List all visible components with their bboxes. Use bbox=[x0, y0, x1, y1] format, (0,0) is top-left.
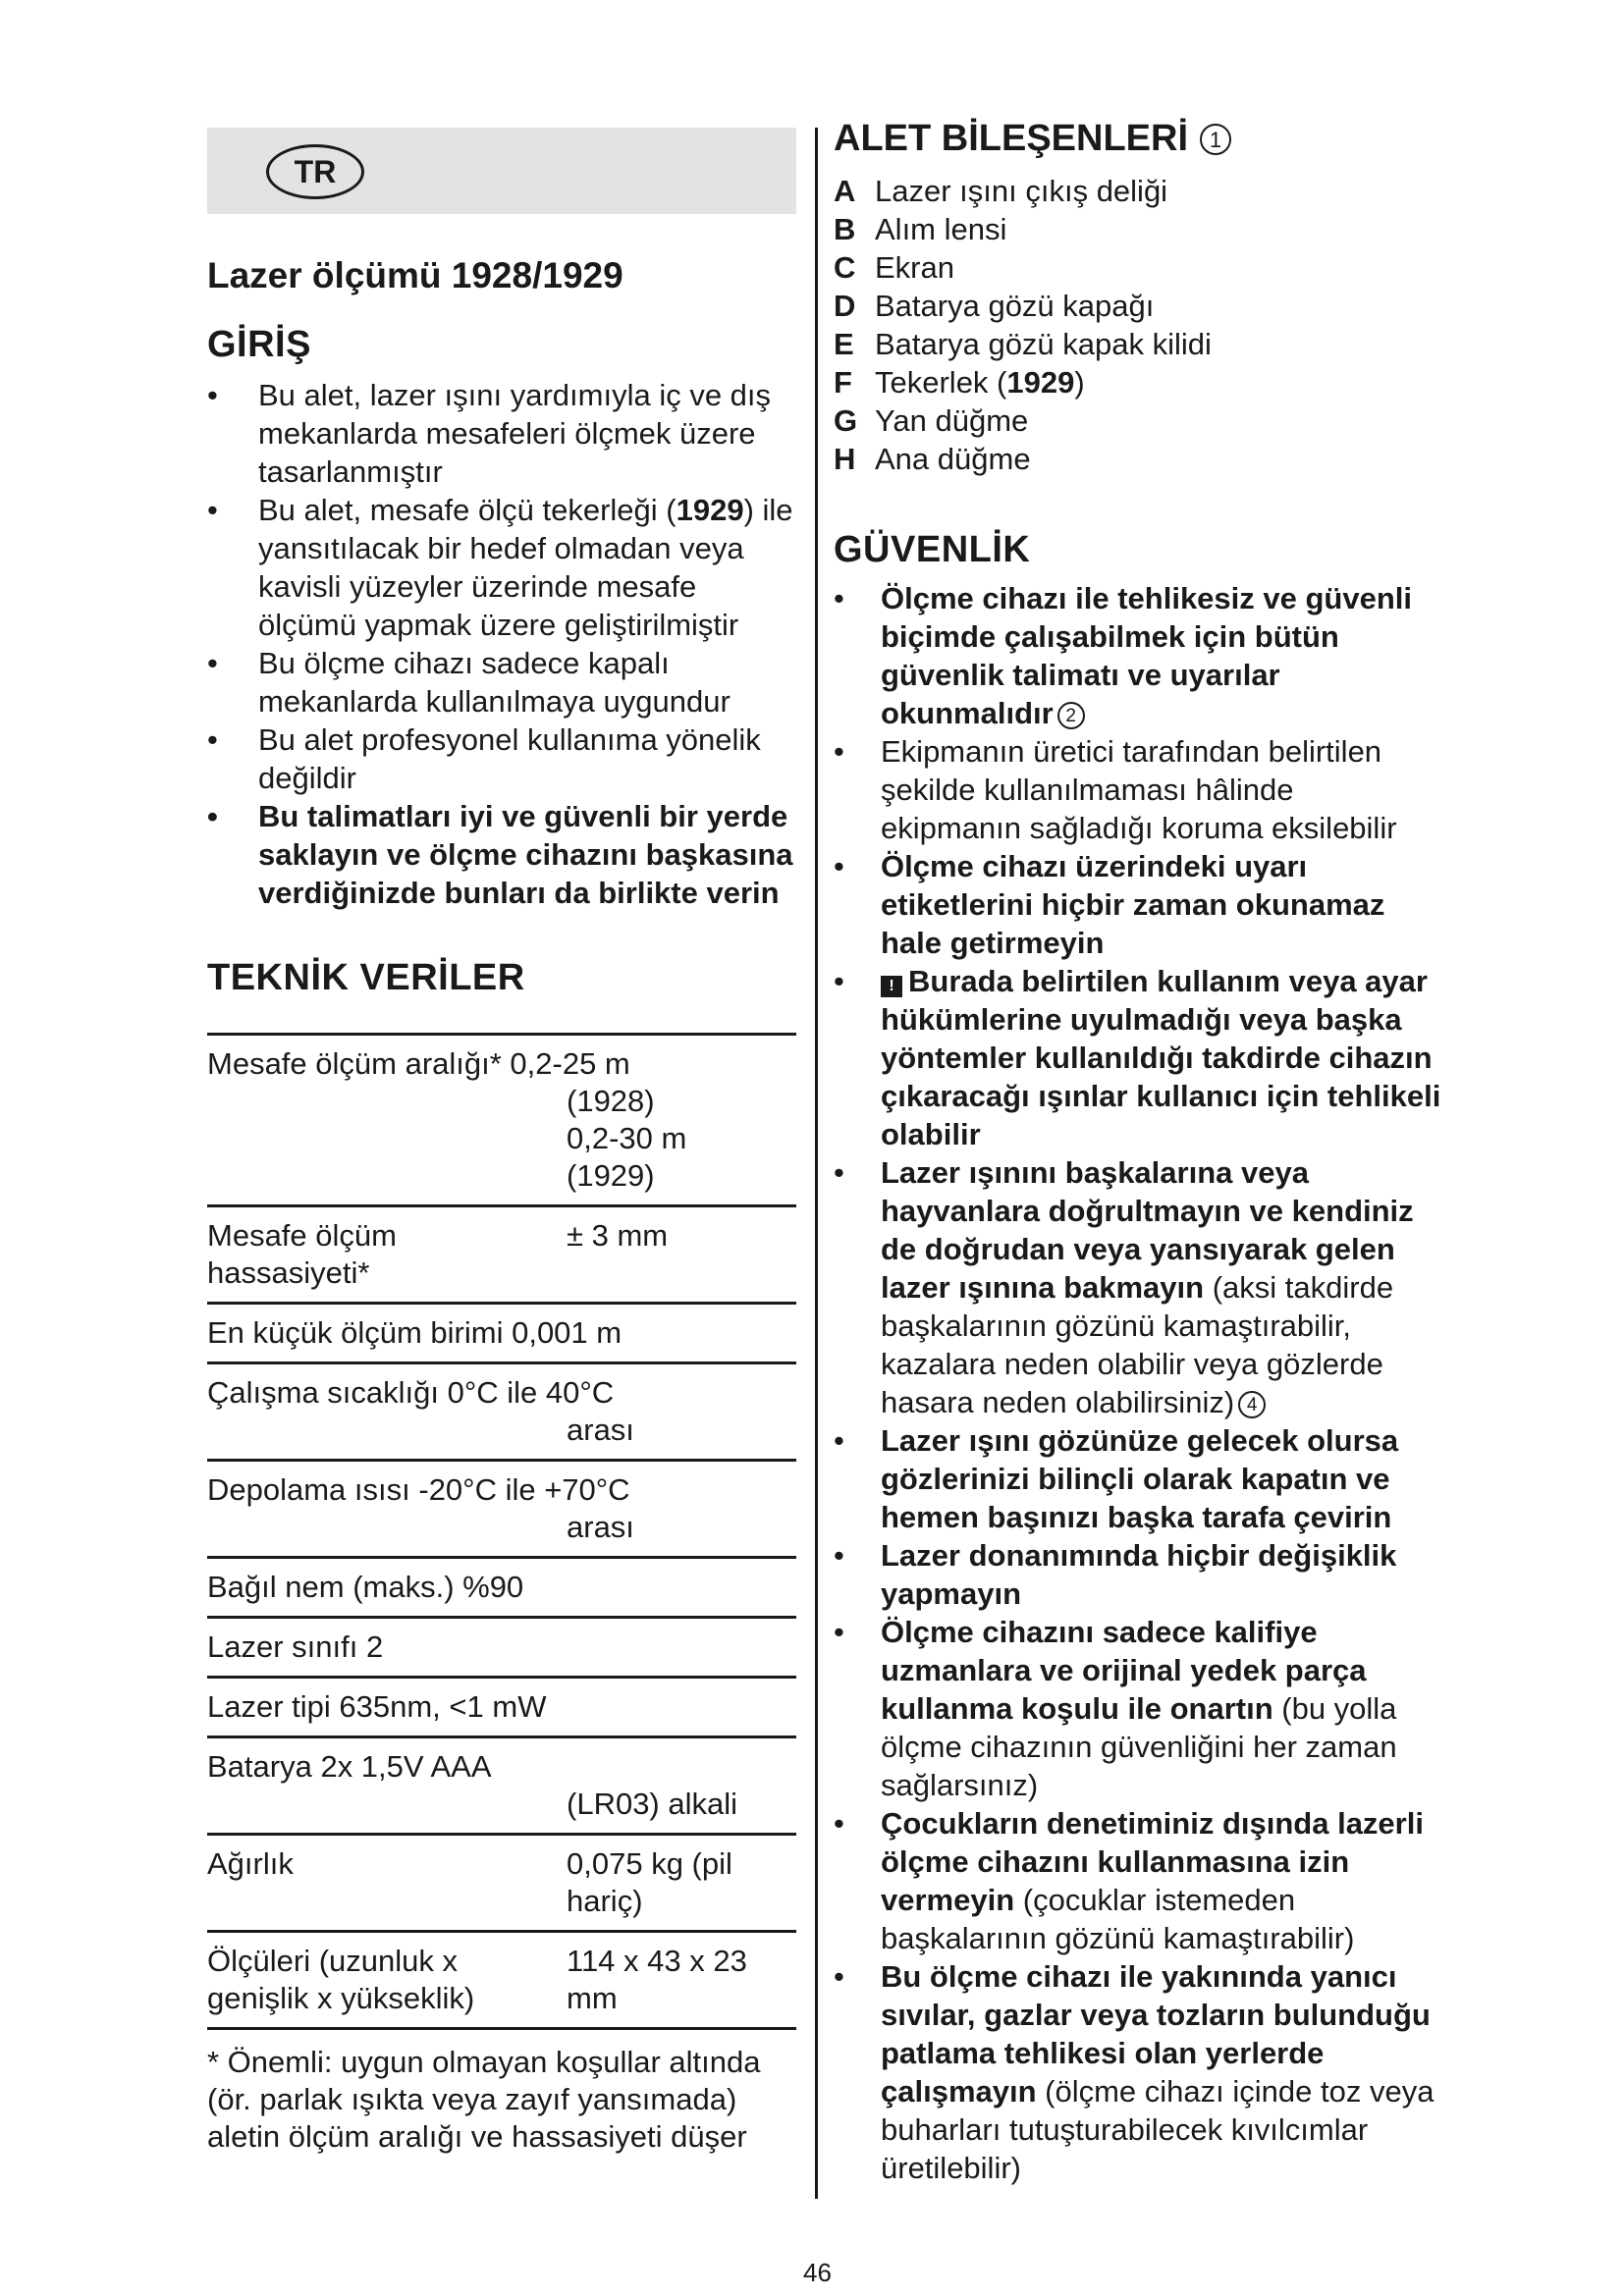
intro-item: • Bu alet profesyonel kullanıma yönelik değildir bbox=[207, 721, 796, 797]
left-column bbox=[207, 128, 796, 2156]
spec-value: (1928) bbox=[567, 1084, 655, 1118]
spec-table bbox=[207, 1033, 796, 2030]
page-number: 46 bbox=[803, 2258, 832, 2287]
spec-value: (LR03) alkali bbox=[567, 1787, 738, 1821]
tech-heading: TEKNİK VERİLER bbox=[207, 957, 525, 998]
safety-item: • Ölçme cihazı ile tehlikesiz ve güvenli biçimde çalışabilmek için bütün güvenlik talimatı ve uyarılar okunmalıdır 2 bbox=[834, 579, 1442, 732]
spec-row bbox=[207, 1679, 796, 1738]
spec-row bbox=[207, 1462, 796, 1559]
spec-footnote: * Önemli: uygun olmayan koşullar altında (ör. parlak ışıkta veya zayıf yansımada) aletin ölçüm aralığı ve hassasiyeti düşer bbox=[207, 2045, 761, 2154]
spec-label: Ağırlık bbox=[207, 1846, 294, 1881]
spec-label: Bağıl nem (maks.) %90 bbox=[207, 1570, 524, 1604]
spec-label: Lazer sınıfı 2 bbox=[207, 1629, 384, 1664]
component-item: C Ekran bbox=[834, 250, 954, 285]
safety-item: • Ekipmanın üretici tarafından belirtilen şekilde kullanılmaması hâlinde ekipmanın sağladığı koruma eksilebilir bbox=[834, 732, 1442, 847]
intro-heading: GİRİŞ bbox=[207, 324, 311, 365]
spec-value: arası bbox=[567, 1413, 634, 1447]
spec-value: 114 x 43 x 23 mm bbox=[567, 1944, 747, 2015]
safety-list bbox=[834, 579, 1442, 2187]
spec-row bbox=[207, 1836, 796, 1933]
language-badge: TR bbox=[266, 144, 364, 199]
spec-row bbox=[207, 1036, 796, 1207]
safety-item: • Ölçme cihazını sadece kalifiye uzmanlara ve orijinal yedek parça kullanma koşulu ile onartın (bu yolla ölçme cihazının güvenliğini her zaman sağlarsınız) bbox=[834, 1613, 1442, 1804]
safety-item: • Lazer ışınını başkalarına veya hayvanlara doğrultmayın ve kendiniz de doğrudan veya yansıyarak gelen lazer ışınına bakmayın (aksi takdirde başkalarının gözünü kamaştırabilir, kazalara neden olabilir veya gözlerde hasara neden olabilirsiniz) 4 bbox=[834, 1153, 1442, 1421]
safety-item: • Lazer ışını gözünüze gelecek olursa gözlerinizi bilinçli olarak kapatın ve hemen başınızı başka tarafa çevirin bbox=[834, 1421, 1442, 1536]
column-divider bbox=[815, 128, 818, 2199]
spec-label: Çalışma sıcaklığı 0°C ile 40°C bbox=[207, 1375, 615, 1410]
spec-value: 0,2-30 m bbox=[567, 1121, 687, 1155]
components-title: ALET BİLEŞENLERİ bbox=[834, 118, 1189, 159]
figure-ref-badge: 1 bbox=[1200, 124, 1231, 155]
spec-value: arası bbox=[567, 1510, 634, 1544]
spec-label: Lazer tipi 635nm, <1 mW bbox=[207, 1689, 547, 1724]
right-column bbox=[834, 118, 1442, 2187]
component-item: H Ana düğme bbox=[834, 442, 1031, 476]
spec-label: Batarya 2x 1,5V AAA bbox=[207, 1749, 492, 1784]
intro-list bbox=[207, 376, 796, 912]
spec-row bbox=[207, 1559, 796, 1619]
component-item: A Lazer ışını çıkış deliği bbox=[834, 174, 1168, 208]
components-heading bbox=[834, 118, 1442, 160]
safety-item: • Bu ölçme cihazı ile yakınında yanıcı sıvılar, gazlar veya tozların bulunduğu patlama tehlikesi olan yerlerde çalışmayın (ölçme cihazı içinde toz veya buharları tutuşturabilecek kıvılcımlar üretilebilir) bbox=[834, 1957, 1442, 2187]
spec-label: Ölçüleri (uzunluk x genişlik x yükseklik) bbox=[207, 1944, 475, 2015]
spec-value: (1929) bbox=[567, 1158, 655, 1193]
intro-item: • Bu ölçme cihazı sadece kapalı mekanlarda kullanılmaya uygundur bbox=[207, 644, 796, 721]
component-item: B Alım lensi bbox=[834, 212, 1007, 246]
spec-row bbox=[207, 1305, 796, 1364]
safety-item: • Ölçme cihazı üzerindeki uyarı etiketlerini hiçbir zaman okunamaz hale getirmeyin bbox=[834, 847, 1442, 962]
spec-row bbox=[207, 1738, 796, 1836]
component-item: F Tekerlek (1929) bbox=[834, 365, 1085, 400]
safety-heading: GÜVENLİK bbox=[834, 529, 1031, 570]
spec-row bbox=[207, 1619, 796, 1679]
safety-item: • Çocukların denetiminiz dışında lazerli ölçme cihazını kullanmasına izin vermeyin (çocuklar istemeden başkalarının gözünü kamaştırabilir) bbox=[834, 1804, 1442, 1957]
figure-ref-badge: 4 bbox=[1238, 1391, 1266, 1418]
intro-item: • Bu alet, mesafe ölçü tekerleği (1929) ile yansıtılacak bir hedef olmadan veya kavisli yüzeyler üzerinde mesafe ölçümü yapmak üzere geliştirilmiştir bbox=[207, 491, 796, 644]
safety-item: • ! Burada belirtilen kullanım veya ayar hükümlerine uyulmadığı veya başka yöntemler kullanıldığı takdirde cihazın çıkaracağı ışınlar kullanıcı için tehlikeli olabilir bbox=[834, 962, 1442, 1153]
spec-label: Mesafe ölçüm aralığı* 0,2-25 m bbox=[207, 1046, 630, 1081]
intro-item: • Bu alet, lazer ışını yardımıyla iç ve dış mekanlarda mesafeleri ölçmek üzere tasarlanmıştır bbox=[207, 376, 796, 491]
component-item: E Batarya gözü kapak kilidi bbox=[834, 327, 1212, 361]
spec-value: ± 3 mm bbox=[567, 1218, 669, 1253]
spec-label: En küçük ölçüm birimi 0,001 m bbox=[207, 1315, 623, 1350]
spec-label: Depolama ısısı -20°C ile +70°C bbox=[207, 1472, 630, 1507]
spec-row bbox=[207, 1207, 796, 1305]
component-item: G Yan düğme bbox=[834, 403, 1029, 438]
warning-icon: ! bbox=[881, 976, 902, 997]
intro-item: • Bu talimatları iyi ve güvenli bir yerde saklayın ve ölçme cihazını başkasına verdiğinizde bunları da birlikte verin bbox=[207, 797, 796, 912]
spec-value: 0,075 kg (pil hariç) bbox=[567, 1846, 732, 1918]
safety-item: • Lazer donanımında hiçbir değişiklik yapmayın bbox=[834, 1536, 1442, 1613]
components-list bbox=[834, 172, 1442, 478]
document-title: Lazer ölçümü 1928/1929 bbox=[207, 255, 623, 295]
component-item: D Batarya gözü kapağı bbox=[834, 289, 1155, 323]
language-bar bbox=[207, 128, 796, 214]
figure-ref-badge: 2 bbox=[1057, 702, 1085, 729]
spec-label: Mesafe ölçüm hassasiyeti* bbox=[207, 1218, 397, 1290]
spec-row bbox=[207, 1933, 796, 2030]
spec-row bbox=[207, 1364, 796, 1462]
